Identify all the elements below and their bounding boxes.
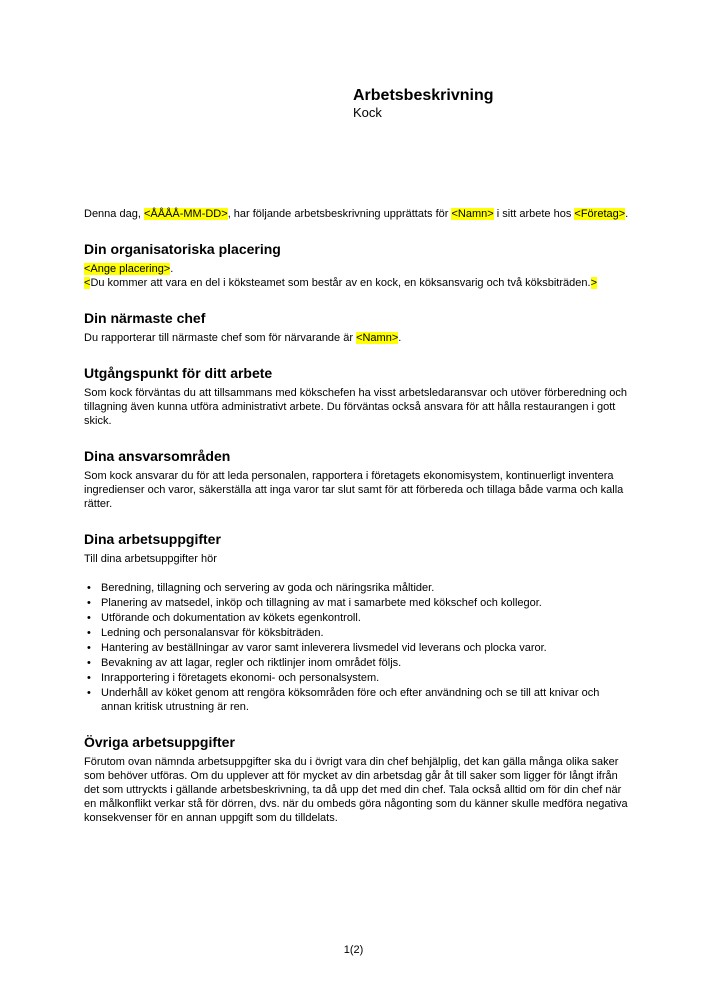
placement-placeholder: <Ange placering> (84, 263, 171, 275)
placement-heading: Din organisatoriska placering (84, 241, 281, 257)
placement-note (84, 276, 629, 290)
company-placeholder: <Företag> (574, 208, 626, 220)
intro-text-1: Denna dag, (84, 208, 144, 220)
manager-name-placeholder: <Namn> (356, 332, 399, 344)
placement-paragraph (84, 262, 629, 276)
starting-point-paragraph: Som kock förväntas du att tillsammans med kökschefen ha visst arbetsledaransvar och utöver förberedning och tillagning även kunna utföra administrativt arbete. Du förväntas också ansvara för att hålla restaurangen i gott skick. (84, 387, 627, 427)
list-item: • Hantering av beställningar av varor samt inleverera livsmedel vid leverans och plocka varor. (84, 641, 629, 655)
name-placeholder: <Namn> (451, 208, 494, 220)
note-open-bracket: < (84, 277, 91, 289)
list-item: • Ledning och personalansvar för köksbiträden. (84, 626, 629, 640)
list-item: • Inrapportering i företagets ekonomi- och personalsystem. (84, 671, 629, 685)
tasks-list (84, 581, 629, 714)
starting-point-heading: Utgångspunkt för ditt arbete (84, 365, 273, 381)
intro-paragraph (84, 207, 629, 221)
section-starting-point (84, 365, 629, 428)
page-number: 1(2) (343, 944, 364, 956)
manager-text-2: . (398, 332, 402, 344)
other-tasks-heading: Övriga arbetsuppgifter (84, 734, 235, 750)
manager-text-1: Du rapporterar till närmaste chef som för närvarande är (84, 332, 357, 344)
section-tasks (84, 531, 629, 714)
document-body (84, 207, 629, 825)
placement-note-text: Du kommer att vara en del i köksteamet som består av en kock, en köksansvarig och två köksbiträden. (90, 277, 591, 289)
responsibilities-heading: Dina ansvarsområden (84, 448, 231, 464)
intro-text-2: , har följande arbetsbeskrivning upprättats för (227, 208, 452, 220)
list-item: • Planering av matsedel, inköp och tillagning av mat i samarbete med kökschef och kollegor. (84, 596, 629, 610)
section-responsibilities (84, 448, 629, 511)
list-item: • Beredning, tillagning och servering av goda och näringsrika måltider. (84, 581, 629, 595)
document-title: Arbetsbeskrivning (353, 87, 494, 104)
date-placeholder: <ÅÅÅÅ-MM-DD> (143, 208, 228, 220)
responsibilities-paragraph: Som kock ansvarar du för att leda personalen, rapportera i företagets ekonomisystem, kontinuerligt inventera ingredienser och varor, säkerställa att inga varor tar slut samt för att förbereda och tillaga både varma och kalla rätter. (84, 470, 624, 510)
list-item: • Underhåll av köket genom att rengöra köksområden före och efter användning och se till att knivar och annan kritisk utrustning är ren. (84, 686, 629, 714)
document-subtitle: Kock (353, 105, 382, 120)
placement-period: . (170, 263, 174, 275)
note-close-bracket: > (590, 277, 597, 289)
manager-heading: Din närmaste chef (84, 310, 206, 326)
tasks-heading: Dina arbetsuppgifter (84, 531, 221, 547)
section-placement (84, 241, 629, 290)
other-tasks-paragraph: Förutom ovan nämnda arbetsuppgifter ska du i övrigt vara din chef behjälplig, det kan gälla många olika saker som behöver utföras. Om du upplever att för mycket av din arbetsdag går åt till saker som ligger för långt ifrån det som uttryckts i gällande arbetsbeskrivning, ta då upp det med din chef. Tala också alltid om för din chef när en målkonflikt verkar stå för dörren, dvs. när du ombeds göra någonting som du känner skulle medföra negativa konsekvenser för en annan uppgift som du tilldelats. (84, 756, 628, 824)
manager-paragraph (84, 331, 629, 345)
document-header (353, 86, 493, 120)
intro-text-3: i sitt arbete hos (493, 208, 575, 220)
list-item: • Utförande och dokumentation av kökets egenkontroll. (84, 611, 629, 625)
section-other-tasks (84, 734, 629, 825)
list-item: • Bevakning av att lagar, regler och riktlinjer inom området följs. (84, 656, 629, 670)
intro-text-4: . (625, 208, 629, 220)
tasks-intro: Till dina arbetsuppgifter hör (84, 553, 217, 565)
section-manager (84, 310, 629, 345)
